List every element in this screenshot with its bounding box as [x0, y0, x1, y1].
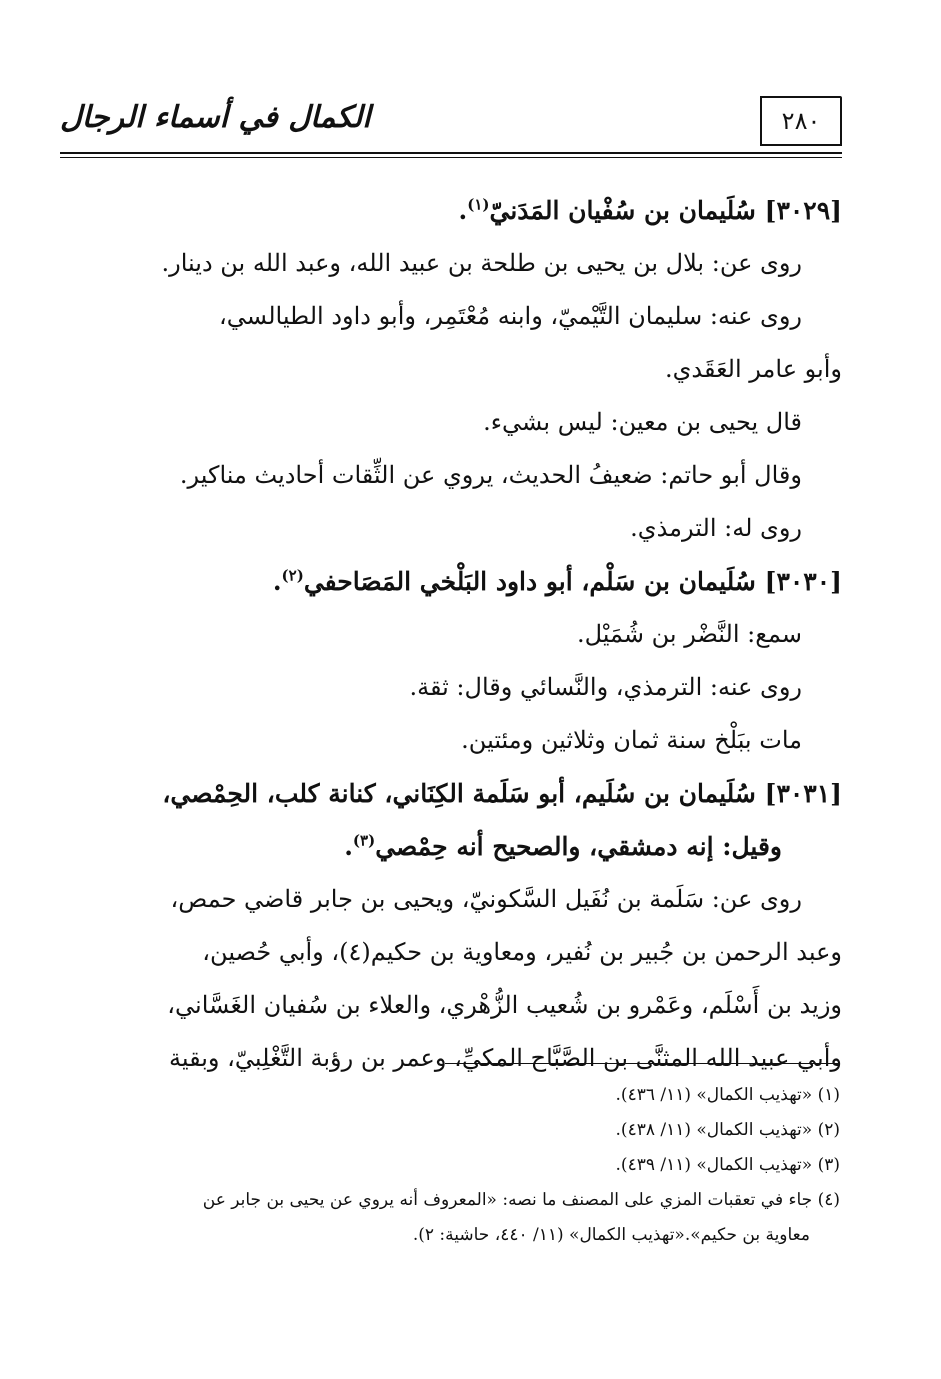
entry-number: [٣٠٣٠]: [764, 567, 842, 596]
text-line: وقال أبو حاتم: ضعيفُ الحديث، يروي عن الثِّقات أحاديث مناكير.: [179, 461, 802, 489]
text-line: روى له: الترمذي.: [630, 514, 802, 542]
entry-name: سُلَيمان بن سُلَيم، أبو سَلَمة الكِنَاني، كنانة كلب، الحِمْصي،: [162, 779, 756, 808]
main-text: [92, 184, 842, 1085]
text-line: روى عن: سَلَمة بن نُفَيل السَّكونيّ، ويحيى بن جابر قاضي حمص،: [170, 885, 802, 913]
footnote: (٢) «تهذيب الكمال» (١١/ ٤٣٨).: [615, 1120, 840, 1140]
header-rule-thin: [60, 157, 842, 158]
page-number: ٢٨٠: [760, 96, 842, 146]
text-line: وأبي عبيد الله المثنَّى بن الصَّبَّاح المكيِّ، وعمر بن رؤبة التَّغْلِبيّ، وبقية: [168, 1044, 842, 1072]
text-line: وأبو عامر العَقَدي.: [664, 355, 842, 383]
text-line: سمع: النَّضْر بن شُمَيْل.: [577, 620, 802, 648]
footnote: (١) «تهذيب الكمال» (١١/ ٤٣٦).: [615, 1085, 840, 1105]
footnote-ref: (٢): [281, 566, 304, 585]
entry-number: [٣٠٣١]: [764, 779, 842, 808]
entry-title: [٣٠٢٩] سُلَيمان بن سُفْيان المَدَنيّ$^{(١)}$.: [458, 195, 842, 225]
entry-title-continued: وقيل: إنه دمشقي، والصحيح أنه حِمْصي$^{(٣)}$.: [344, 831, 782, 861]
footnotes: [92, 1078, 840, 1253]
text-line: وزيد بن أَسْلَم، وعَمْرو بن شُعيب الزُّهْري، والعلاء بن سُفيان الغَسَّاني،: [167, 991, 842, 1019]
text-line: روى عنه: سليمان التَّيْميّ، وابنه مُعْتَمِر، وأبو داود الطيالسي،: [219, 302, 802, 330]
text-line: روى عنه: الترمذي، والنَّسائي وقال: ثقة.: [409, 673, 802, 701]
page-header: [60, 96, 840, 166]
entry-title: [92, 767, 842, 820]
entry-name: سُلَيمان بن سَلْم، أبو داود البَلْخي المَصَاحفي: [303, 567, 756, 596]
footnote-continued: معاوية بن حكيم».«تهذيب الكمال» (١١/ ٤٤٠، حاشية: ٢).: [412, 1225, 810, 1245]
header-rule: [60, 152, 842, 154]
entry-number: [٣٠٢٩]: [764, 196, 842, 225]
footnote-ref: (٣): [352, 831, 376, 850]
entry-name: سُلَيمان بن سُفْيان المَدَنيّ: [489, 196, 756, 225]
footnote: (٤) جاء في تعقبات المزي على المصنف ما نصه: «المعروف أنه يروي عن يحيى بن جابر عن: [202, 1190, 840, 1210]
text-line: روى عن: بلال بن يحيى بن طلحة بن عبيد الله، وعبد الله بن دينار.: [161, 249, 802, 277]
footnote-separator: [445, 1063, 840, 1064]
text-line: مات ببَلْخ سنة ثمان وثلاثين ومئتين.: [461, 726, 802, 754]
text-line: قال يحيى بن معين: ليس بشيء.: [483, 408, 802, 436]
footnote-ref: (١): [467, 195, 490, 214]
entry-title: [٣٠٣٠] سُلَيمان بن سَلْم، أبو داود البَلْخي المَصَاحفي$^{(٢)}$.: [272, 566, 842, 596]
running-head-title: الكمال في أسماء الرجال: [60, 100, 371, 135]
text-line: وعبد الرحمن بن جُبير بن نُفير، ومعاوية بن حكيم(٤)، وأبي حُصين،: [202, 938, 842, 966]
footnote: (٣) «تهذيب الكمال» (١١/ ٤٣٩).: [615, 1155, 840, 1175]
